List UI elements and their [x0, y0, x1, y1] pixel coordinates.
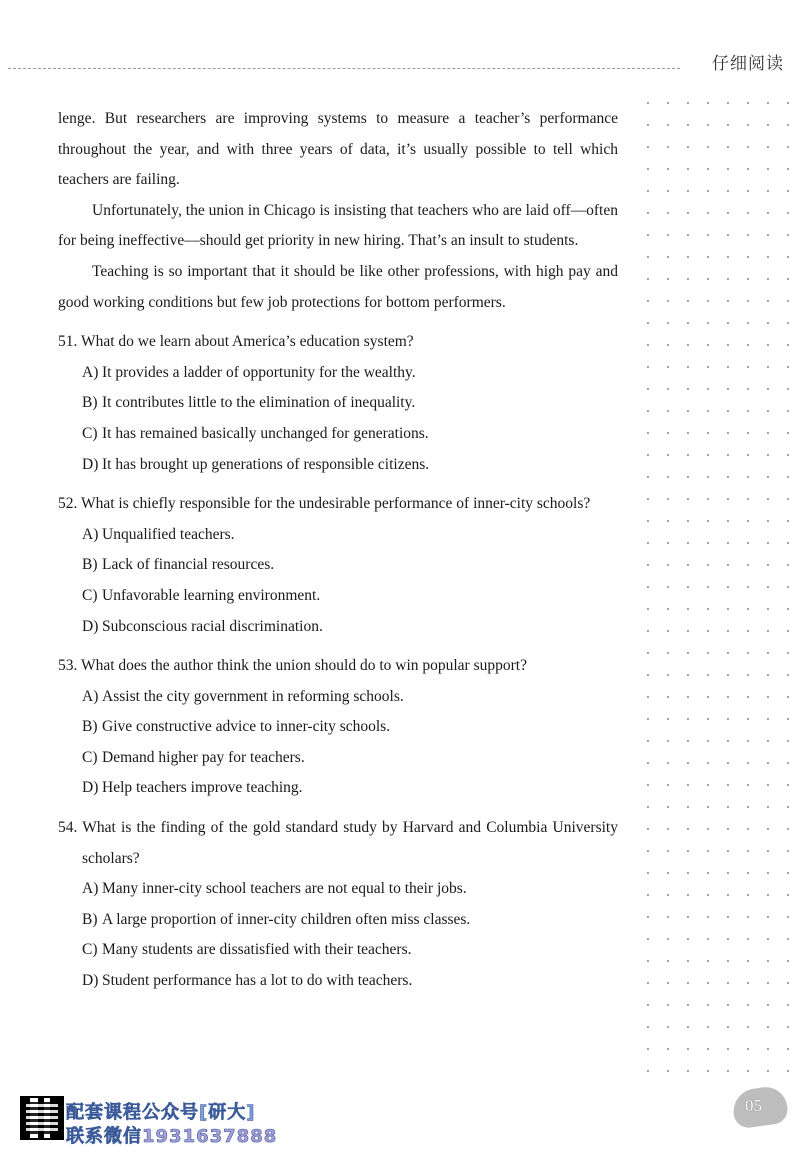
- question-stem: [58, 489, 618, 520]
- passage-paragraph: Teaching is so important that it should be like other professions, with high pay and good working conditions but few job protections for bottom performers.: [58, 262, 618, 311]
- option-letter: A): [82, 687, 99, 705]
- option-letter: D): [82, 617, 99, 635]
- option-d: [58, 966, 618, 997]
- option-text: Many inner-city school teachers are not equal to their jobs.: [102, 880, 467, 898]
- option-d: [58, 773, 618, 804]
- option-d: [58, 612, 618, 643]
- question-stem: [58, 813, 618, 874]
- option-text: Lack of financial resources.: [102, 556, 275, 574]
- option-letter: C): [82, 424, 98, 442]
- question-54: [58, 813, 618, 997]
- option-letter: C): [82, 586, 98, 604]
- option-text: Unqualified teachers.: [102, 525, 235, 543]
- option-letter: A): [82, 525, 99, 543]
- option-a: [58, 520, 618, 551]
- option-b: [58, 905, 618, 936]
- option-text: A large proportion of inner-city children often miss classes.: [102, 910, 471, 928]
- question-stem: [58, 327, 618, 358]
- option-letter: A): [82, 880, 99, 898]
- option-text: It has brought up generations of responsible citizens.: [102, 455, 430, 473]
- qr-code-icon: [20, 1096, 64, 1140]
- page-content: [58, 104, 618, 997]
- question-number: 54.: [58, 819, 78, 837]
- option-a: [58, 874, 618, 905]
- option-b: [58, 388, 618, 419]
- page-number: 05: [745, 1096, 762, 1115]
- option-text: Give constructive advice to inner-city schools.: [102, 718, 391, 736]
- question-stem: [58, 651, 618, 682]
- question-text: What does the author think the union should do to win popular support?: [80, 657, 527, 675]
- option-text: Help teachers improve teaching.: [102, 779, 303, 797]
- option-text: It provides a ladder of opportunity for the wealthy.: [102, 363, 416, 381]
- option-letter: B): [82, 910, 98, 928]
- option-letter: C): [82, 941, 98, 959]
- option-letter: D): [82, 972, 99, 990]
- option-text: Student performance has a lot to do with teachers.: [102, 972, 413, 990]
- passage-paragraph: lenge. But researchers are improving systems to measure a teacher’s performance throughout the year, and with three years of data, it’s usually possible to tell which teachers are failing.: [58, 110, 618, 189]
- header-divider: [8, 68, 680, 69]
- question-number: 52.: [58, 495, 78, 513]
- question-text: What is chiefly responsible for the undesirable performance of inner-city schools?: [80, 495, 591, 513]
- option-c: [58, 743, 618, 774]
- option-letter: D): [82, 779, 99, 797]
- question-51: [58, 327, 618, 480]
- dot-grid-margin: [630, 86, 790, 1086]
- option-c: [58, 581, 618, 612]
- option-c: [58, 419, 618, 450]
- watermark-line-2: 联系微信1931637888: [66, 1126, 278, 1147]
- option-letter: D): [82, 455, 99, 473]
- option-b: [58, 712, 618, 743]
- option-letter: B): [82, 718, 98, 736]
- option-text: Unfavorable learning environment.: [102, 586, 321, 604]
- option-text: Many students are dissatisfied with their teachers.: [102, 941, 412, 959]
- passage-paragraph: Unfortunately, the union in Chicago is insisting that teachers who are laid off—often for being ineffective—should get priority in new hiring. That’s an insult to students.: [58, 201, 618, 250]
- option-letter: C): [82, 748, 98, 766]
- question-text: What is the finding of the gold standard study by Harvard and Columbia University scholars?: [82, 819, 618, 867]
- watermark-line-1: 配套课程公众号[研大]: [66, 1102, 256, 1123]
- option-text: It contributes little to the elimination of inequality.: [102, 394, 416, 412]
- question-number: 51.: [58, 333, 78, 351]
- option-letter: B): [82, 394, 98, 412]
- question-52: [58, 489, 618, 642]
- question-text: What do we learn about America’s education system?: [80, 333, 414, 351]
- option-letter: B): [82, 556, 98, 574]
- section-title: 仔细阅读: [712, 54, 784, 74]
- option-letter: A): [82, 363, 99, 381]
- option-text: Subconscious racial discrimination.: [102, 617, 323, 635]
- option-d: [58, 450, 618, 481]
- option-a: [58, 358, 618, 389]
- option-a: [58, 682, 618, 713]
- question-number: 53.: [58, 657, 78, 675]
- option-c: [58, 935, 618, 966]
- question-53: [58, 651, 618, 804]
- option-b: [58, 550, 618, 581]
- option-text: Assist the city government in reforming schools.: [102, 687, 404, 705]
- option-text: Demand higher pay for teachers.: [102, 748, 305, 766]
- option-text: It has remained basically unchanged for generations.: [102, 424, 429, 442]
